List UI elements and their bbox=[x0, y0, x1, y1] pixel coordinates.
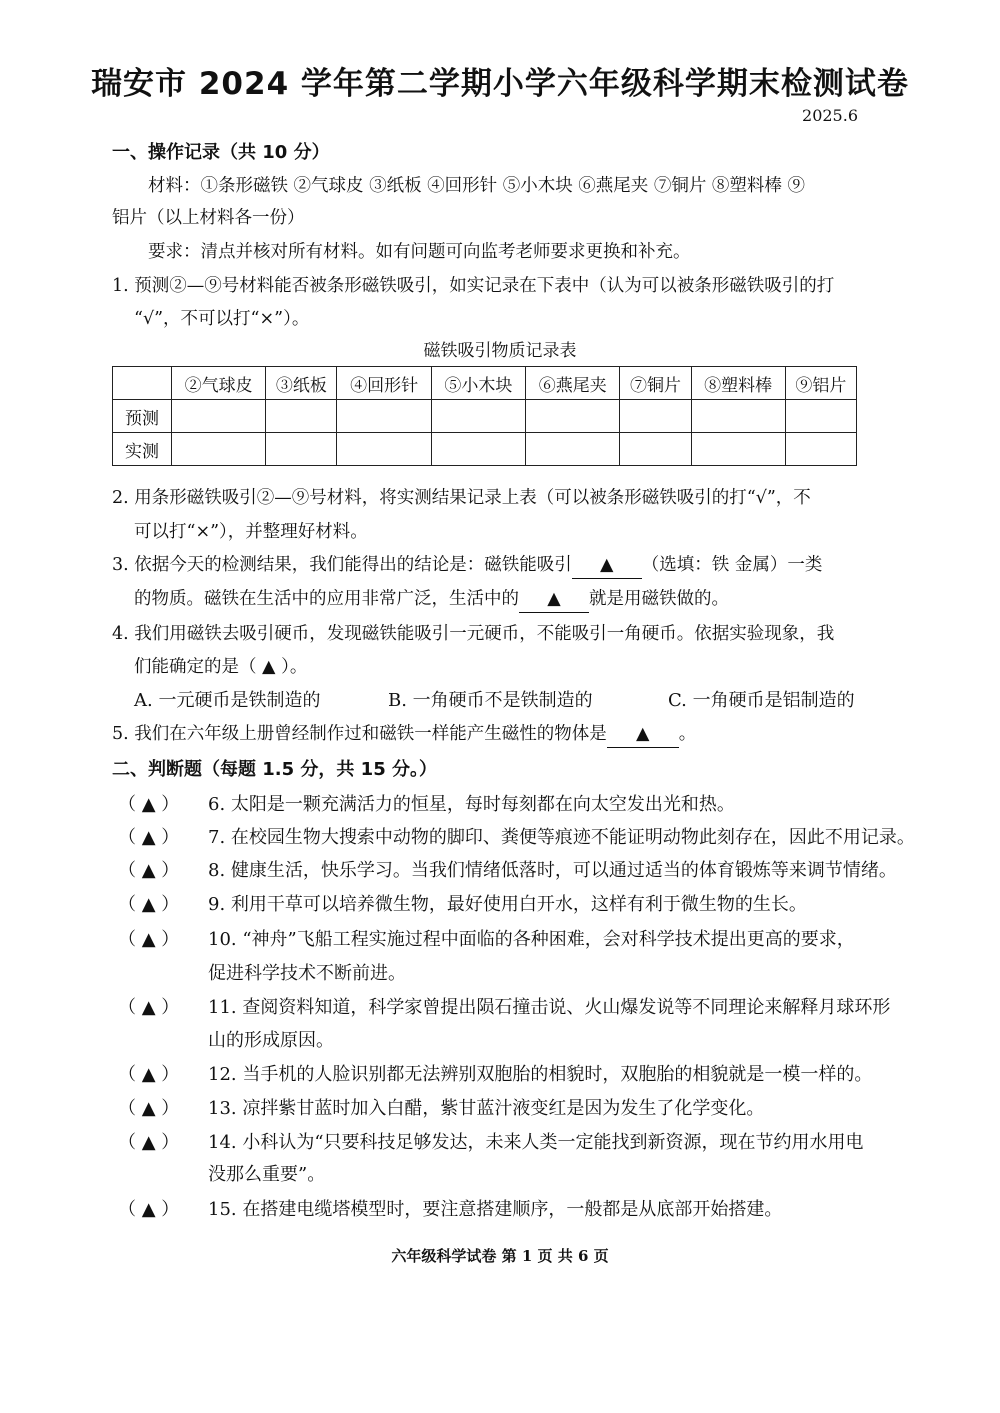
answer-cell[interactable] bbox=[785, 400, 856, 433]
question-3-text-d: 就是用磁铁做的。 bbox=[589, 589, 729, 609]
table-header-cell: ⑨铝片 bbox=[785, 367, 856, 400]
answer-mark[interactable]: （ ▲ ） bbox=[118, 997, 180, 1018]
table-header-cell: ⑧塑料棒 bbox=[691, 367, 785, 400]
judgment-item bbox=[118, 925, 855, 951]
judgment-text-cont: 没那么重要”。 bbox=[208, 1164, 326, 1185]
table-row-prediction bbox=[113, 400, 857, 433]
question-5-text-a: 5. 我们在六年级上册曾经制作过和磁铁一样能产生磁性的物体是 bbox=[112, 724, 607, 744]
requirement-text: 要求：清点并核对所有材料。如有问题可向监考老师要求更换和补充。 bbox=[148, 242, 691, 262]
question-1-line-2: “√”，不可以打“×”）。 bbox=[134, 309, 310, 329]
exam-date: 2025.6 bbox=[802, 106, 858, 125]
answer-mark[interactable]: （ ▲ ） bbox=[118, 794, 180, 815]
question-3-text-a: 3. 依据今天的检测结果，我们能得出的结论是：磁铁能吸引 bbox=[112, 555, 572, 575]
answer-mark[interactable]: （ ▲ ） bbox=[118, 860, 180, 881]
materials-line-1: 材料：①条形磁铁 ②气球皮 ③纸板 ④回形针 ⑤小木块 ⑥燕尾夹 ⑦铜片 ⑧塑料棒 ⑨ bbox=[148, 176, 805, 196]
table-header-cell: ⑥燕尾夹 bbox=[526, 367, 620, 400]
answer-cell[interactable] bbox=[785, 433, 856, 466]
question-1-line-1: 1. 预测②—⑨号材料能否被条形磁铁吸引，如实记录在下表中（认为可以被条形磁铁吸引的打 bbox=[112, 276, 835, 296]
judgment-item bbox=[118, 790, 735, 816]
answer-mark[interactable]: （ ▲ ） bbox=[118, 827, 180, 848]
answer-blank[interactable]: ▲ bbox=[572, 552, 642, 579]
judgment-item bbox=[118, 993, 890, 1019]
answer-mark[interactable]: （ ▲ ） bbox=[118, 929, 180, 950]
question-2-line-1: 2. 用条形磁铁吸引②—⑨号材料，将实测结果记录上表（可以被条形磁铁吸引的打“√”，不 bbox=[112, 488, 811, 508]
question-5-text-b: 。 bbox=[678, 724, 697, 744]
page-footer: 六年级科学试卷 第 1 页 共 6 页 bbox=[391, 1247, 609, 1265]
judgment-text: 9. 利用干草可以培养微生物，最好使用白开水，这样有利于微生物的生长。 bbox=[208, 894, 807, 915]
row-label-actual: 实测 bbox=[113, 433, 172, 466]
judgment-text: 6. 太阳是一颗充满活力的恒星，每时每刻都在向太空发出光和热。 bbox=[208, 794, 735, 815]
judgment-text: 14. 小科认为“只要科技足够发达，未来人类一定能找到新资源，现在节约用水用电 bbox=[208, 1132, 864, 1153]
question-2-line-2: 可以打“×”），并整理好材料。 bbox=[134, 522, 368, 542]
answer-cell[interactable] bbox=[337, 433, 431, 466]
judgment-text: 8. 健康生活，快乐学习。当我们情绪低落时，可以通过适当的体育锻炼等来调节情绪。 bbox=[208, 860, 897, 881]
answer-mark[interactable]: （ ▲ ） bbox=[118, 1132, 180, 1153]
answer-mark[interactable]: （ ▲ ） bbox=[118, 1098, 180, 1119]
judgment-text: 7. 在校园生物大搜索中动物的脚印、粪便等痕迹不能证明动物此刻存在，因此不用记录。 bbox=[208, 827, 915, 848]
judgment-text: 12. 当手机的人脸识别都无法辨别双胞胎的相貌时，双胞胎的相貌就是一模一样的。 bbox=[208, 1064, 873, 1085]
answer-mark[interactable]: （ ▲ ） bbox=[118, 1199, 180, 1220]
page-title: 瑞安市 2024 学年第二学期小学六年级科学期末检测试卷 bbox=[91, 66, 909, 102]
table-header-cell: ②气球皮 bbox=[172, 367, 266, 400]
answer-blank[interactable]: ▲ bbox=[519, 586, 589, 613]
judgment-text: 10. “神舟”飞船工程实施过程中面临的各种困难，会对科学技术提出更高的要求， bbox=[208, 929, 855, 950]
answer-cell[interactable] bbox=[266, 400, 337, 433]
option-a: A. 一元硬币是铁制造的 bbox=[134, 690, 321, 711]
judgment-text: 11. 查阅资料知道，科学家曾提出陨石撞击说、火山爆发说等不同理论来解释月球环形 bbox=[208, 997, 891, 1018]
answer-cell[interactable] bbox=[431, 433, 525, 466]
answer-cell[interactable] bbox=[172, 400, 266, 433]
answer-cell[interactable] bbox=[620, 400, 691, 433]
answer-blank[interactable]: ▲ bbox=[607, 721, 679, 748]
answer-cell[interactable] bbox=[620, 433, 691, 466]
option-b: B. 一角硬币不是铁制造的 bbox=[388, 690, 593, 711]
table-row-actual bbox=[113, 433, 857, 466]
judgment-item bbox=[118, 856, 897, 882]
table-header-cell: ⑦铜片 bbox=[620, 367, 691, 400]
judgment-item bbox=[118, 1128, 864, 1154]
table-header-row bbox=[113, 367, 857, 400]
row-label-prediction: 预测 bbox=[113, 400, 172, 433]
answer-cell[interactable] bbox=[691, 400, 785, 433]
judgment-item bbox=[118, 1195, 782, 1221]
judgment-item bbox=[118, 1060, 872, 1086]
judgment-text: 13. 凉拌紫甘蓝时加入白醋，紫甘蓝汁液变红是因为发生了化学变化。 bbox=[208, 1098, 765, 1119]
section-1-heading: 一、操作记录（共 10 分） bbox=[112, 142, 330, 163]
answer-cell[interactable] bbox=[266, 433, 337, 466]
judgment-item bbox=[118, 890, 807, 916]
judgment-item bbox=[118, 1094, 764, 1120]
judgment-text-cont: 促进科学技术不断前进。 bbox=[208, 963, 406, 984]
answer-cell[interactable] bbox=[526, 433, 620, 466]
question-4-line-1: 4. 我们用磁铁去吸引硬币，发现磁铁能吸引一元硬币，不能吸引一角硬币。依据实验现象，我 bbox=[112, 624, 835, 644]
answer-cell[interactable] bbox=[691, 433, 785, 466]
answer-mark[interactable]: （ ▲ ） bbox=[118, 1064, 180, 1085]
table-header-cell: ④回形针 bbox=[337, 367, 431, 400]
materials-line-2: 铝片（以上材料各一份） bbox=[112, 208, 305, 228]
question-3-line-1 bbox=[112, 551, 822, 579]
judgment-text: 15. 在搭建电缆塔模型时，要注意搭建顺序，一般都是从底部开始搭建。 bbox=[208, 1199, 783, 1220]
question-3-text-b: （选填：铁 金属）一类 bbox=[641, 555, 823, 575]
answer-cell[interactable] bbox=[337, 400, 431, 433]
question-4-line-2: 们能确定的是（ ▲ ）。 bbox=[134, 657, 308, 677]
question-3-text-c: 的物质。磁铁在生活中的应用非常广泛，生活中的 bbox=[134, 589, 519, 609]
answer-cell[interactable] bbox=[431, 400, 525, 433]
answer-cell[interactable] bbox=[526, 400, 620, 433]
judgment-item bbox=[118, 823, 915, 849]
table-caption: 磁铁吸引物质记录表 bbox=[423, 341, 577, 361]
record-table bbox=[112, 366, 857, 466]
section-2-heading: 二、判断题（每题 1.5 分，共 15 分。） bbox=[112, 759, 438, 780]
question-5-line bbox=[112, 720, 696, 748]
answer-cell[interactable] bbox=[172, 433, 266, 466]
judgment-text-cont: 山的形成原因。 bbox=[208, 1030, 334, 1051]
table-corner-cell bbox=[113, 367, 172, 400]
option-c: C. 一角硬币是铝制造的 bbox=[668, 690, 855, 711]
question-3-line-2 bbox=[134, 585, 729, 613]
table-header-cell: ⑤小木块 bbox=[431, 367, 525, 400]
table-header-cell: ③纸板 bbox=[266, 367, 337, 400]
answer-mark[interactable]: （ ▲ ） bbox=[118, 894, 180, 915]
